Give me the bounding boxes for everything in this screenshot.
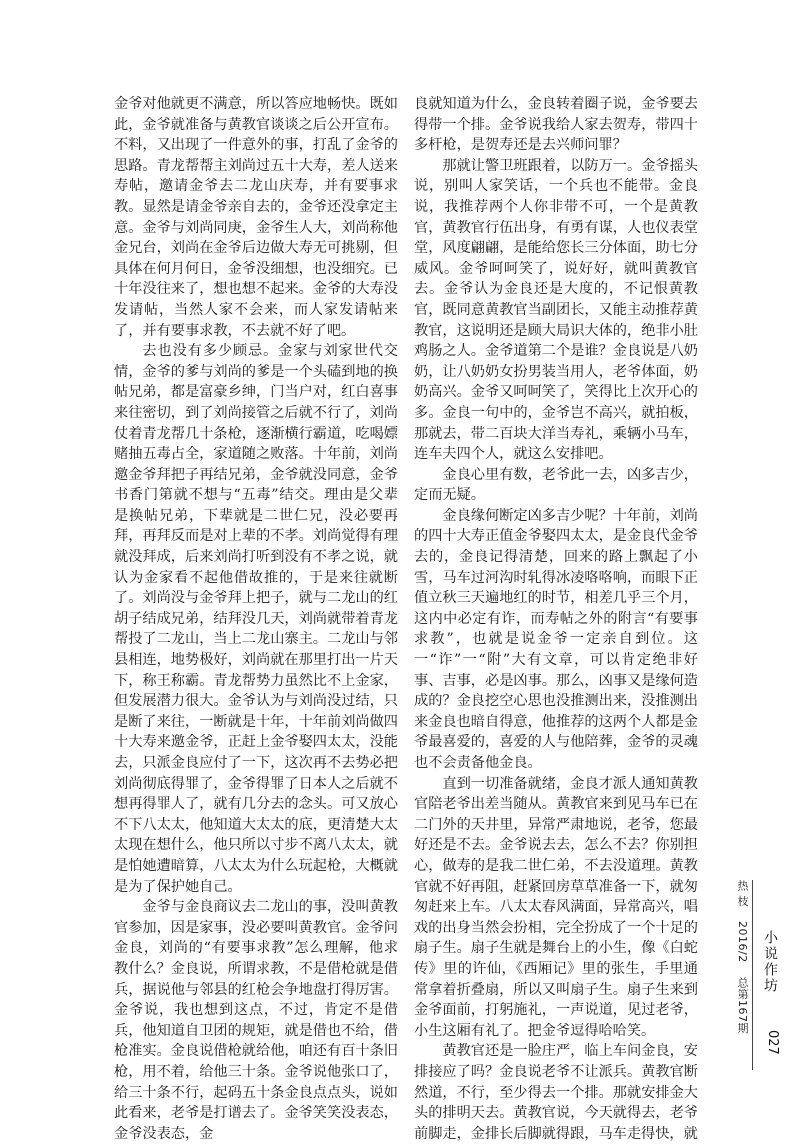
margin-divider: [752, 880, 753, 1070]
paragraph: 直到一切准备就绪，金良才派人通知黄教官陪老爷出差当随从。黄教官来到见马车已在二门外的天井里，异常严肃地说，老爷，您最好还是不去。金爷说去去，怎么不去？你别担心，做寿的是我二世仁弟，不去没道理。黄教官就不好再阻，赶紧回房草草准备一下，就匆匆赶来上车。八太太春风满面，异常高兴，唱戏的出身当然会扮相，完全扮成了一个十足的扇子生。扇子生就是舞台上的小生，像《白蛇传》里的许仙，《西厢记》里的张生，手里通常拿着折叠扇，所以又叫扇子生。扇子生来到金爷面前，打躬施礼，一声说道，见过老爷，小生这厢有礼了。把金爷逗得哈哈笑。: [414, 775, 698, 1039]
issue-number: 2016/2: [736, 921, 749, 963]
paragraph: 那就让警卫班跟着，以防万一。金爷摇头说，别叫人家笑话，一个兵也不能带。金良说，我推荐两个人你非带不可，一个是黄教官，黄教官行伍出身，有勇有谋，人也仪表堂堂，风度翩翩，是能给您长三分体面，助七分威风。金爷呵呵笑了，说好好，就叫黄教官去。金爷认为金良还是大度的，不记恨黄教官，既同意黄教官当副团长，又能主动推荐黄教官，这说明还是顾大局识大体的，绝非小肚鸡肠之人。金爷道第二个是谁？金良说是八奶奶，让八奶奶女扮男装当用人，老爷体面，奶奶高兴。金爷又呵呵笑了，笑得比上次开心的多。金良一句中的，金爷岂不高兴，就拍板，那就去，带二百块大洋当寿礼，乘辆小马车，连车夫四个人，就这么安排吧。: [414, 157, 698, 463]
total-issue: 总第167期: [736, 976, 749, 1034]
section-label: 小说作坊: [762, 930, 778, 994]
paragraph: 金良心里有数，老爷此一去，凶多吉少，定而无疑。: [414, 466, 698, 504]
paragraph: 去也没有多少顾忌。金家与刘家世代交情，金爷的爹与刘尚的爹是一个头磕到地的换帖兄弟，都是富豪乡绅，门当户对，红白喜事来往密切，到了刘尚接管之后就不行了，刘尚仗着青龙帮几十条枪，逐渐横行霸道，吃喝嫖赌抽五毒占全，家道随之败落。十年前，刘尚邀金爷拜把子再结兄弟，金爷就没同意，金爷书香门第就不想与“五毒”结交。理由是父辈是换帖兄弟，下辈就是二世仁兄，没必要再拜，再拜反而是对上辈的不孝。刘尚觉得有理就没拜成，后来刘尚打听到没有不孝之说，就认为金家看不起他借故推的，于是来往就断了。刘尚没与金爷拜上把子，就与二龙山的红胡子结成兄弟，结拜没几天，刘尚就带着青龙帮投了二龙山，当上二龙山寨主。二龙山与邻县相连，地势极好，刘尚就在那里打出一片天下，称王称霸。青龙帮势力虽然比不上金家，但发展潜力很大。金爷认为与刘尚没过结，只是断了来往，一断就是十年，十年前刘尚做四十大寿来邀金爷，正赶上金爷娶四太太，没能去，只派金良应付了一下，这次再不去势必把刘尚彻底得罪了，金爷得罪了日本人之后就不想再得罪人了，就有几分去的念头。可又放心不下八太太，他知道大太太的底，更清楚大太太现在想什么，他只所以寸步不离八太太，就是怕她遭暗算，八太太为什么玩起枪，大概就是为了保护她自己。: [114, 343, 398, 895]
left-text-column: [114, 94, 398, 1142]
paragraph: 黄教官还是一脸庄严，临上车问金良，安排接应了吗？金良说老爷不让派兵。黄教官断然道，不行，至少得去一个排。那就安排金大头的排明天去。黄教官说，今天就得去，老爷前脚走，金排长后脚就得跟，马车走得快，就: [414, 1043, 698, 1142]
paragraph: 金爷对他就更不满意，所以答应地畅快。既如此，金爷就准备与黄教官谈谈之后公开宣布。不料，又出现了一件意外的事，打乱了金爷的思路。青龙帮帮主刘尚过五十大寿，差人送来寿帖，邀请金爷去二龙山庆寿，并有要事求教。显然是请金爷亲自去的，金爷还没拿定主意。金爷与刘尚同庚，金爷生人大，刘尚称他金兄台，刘尚在金爷后边做大寿无可挑剔，但具体在何月何日，金爷没细想，也没细究。已十年没往来了，想也想不起来。金爷的大寿没发请帖，当然人家不会来，而人家发请帖来了，并有要事求教，不去就不好了吧。: [114, 96, 398, 339]
page-number: 027: [765, 1030, 780, 1055]
journal-name: 热 枝: [736, 880, 749, 907]
paragraph: 良就知道为什么，金良转着圈子说，金爷要去得带一个排。金爷说我给人家去贺寿，带四十多杆枪，是贺寿还是去兴师问罪？: [414, 96, 698, 154]
paragraph: 金爷与金良商议去二龙山的事，没叫黄教官参加，因是家事，没必要叫黄教官。金爷问金良，刘尚的“有要事求教”怎么理解，他求教什么？金良说，所谓求教，不是借枪就是借兵，据说他与邻县的红枪会争地盘打得厉害。金爷说，我也想到这点，不过，肯定不是借兵，他知道自卫团的规矩，就是借也不给，借枪准实。金良说借枪就给他，咱还有百十条旧枪，用不着，给他三十条。金爷说他张口了，给三十条不行，起码五十条金良点点头，说如此看来，老爷是打谱去了。金爷笑笑没表态，金爷没表态，金: [114, 899, 398, 1142]
journal-issue-info: [728, 880, 750, 1060]
right-text-column: [414, 94, 698, 1142]
paragraph: 金良缘何断定凶多吉少呢？十年前，刘尚的四十大寿正值金爷娶四太太，是金良代金爷去的，金良记得清楚，回来的路上飘起了小雪，马车过河沟时轧得冰凌咯咯响，而眼下正值立秋三天遍地红的时节，相差几乎三个月，这内中必定有诈，而寿帖之外的附言“有要事求教”，也就是说金爷一定亲自到位。这一“诈”一“附”大有文章，可以肯定绝非好事、吉事，必是凶事。那么，凶事又是缘何造成的？金良挖空心思也没推测出来，没推测出来金良也暗自得意，他推荐的这两个人都是金爷最喜爱的，喜爱的人与他陪葬，金爷的灵魂也不会责备他金良。: [414, 507, 698, 771]
